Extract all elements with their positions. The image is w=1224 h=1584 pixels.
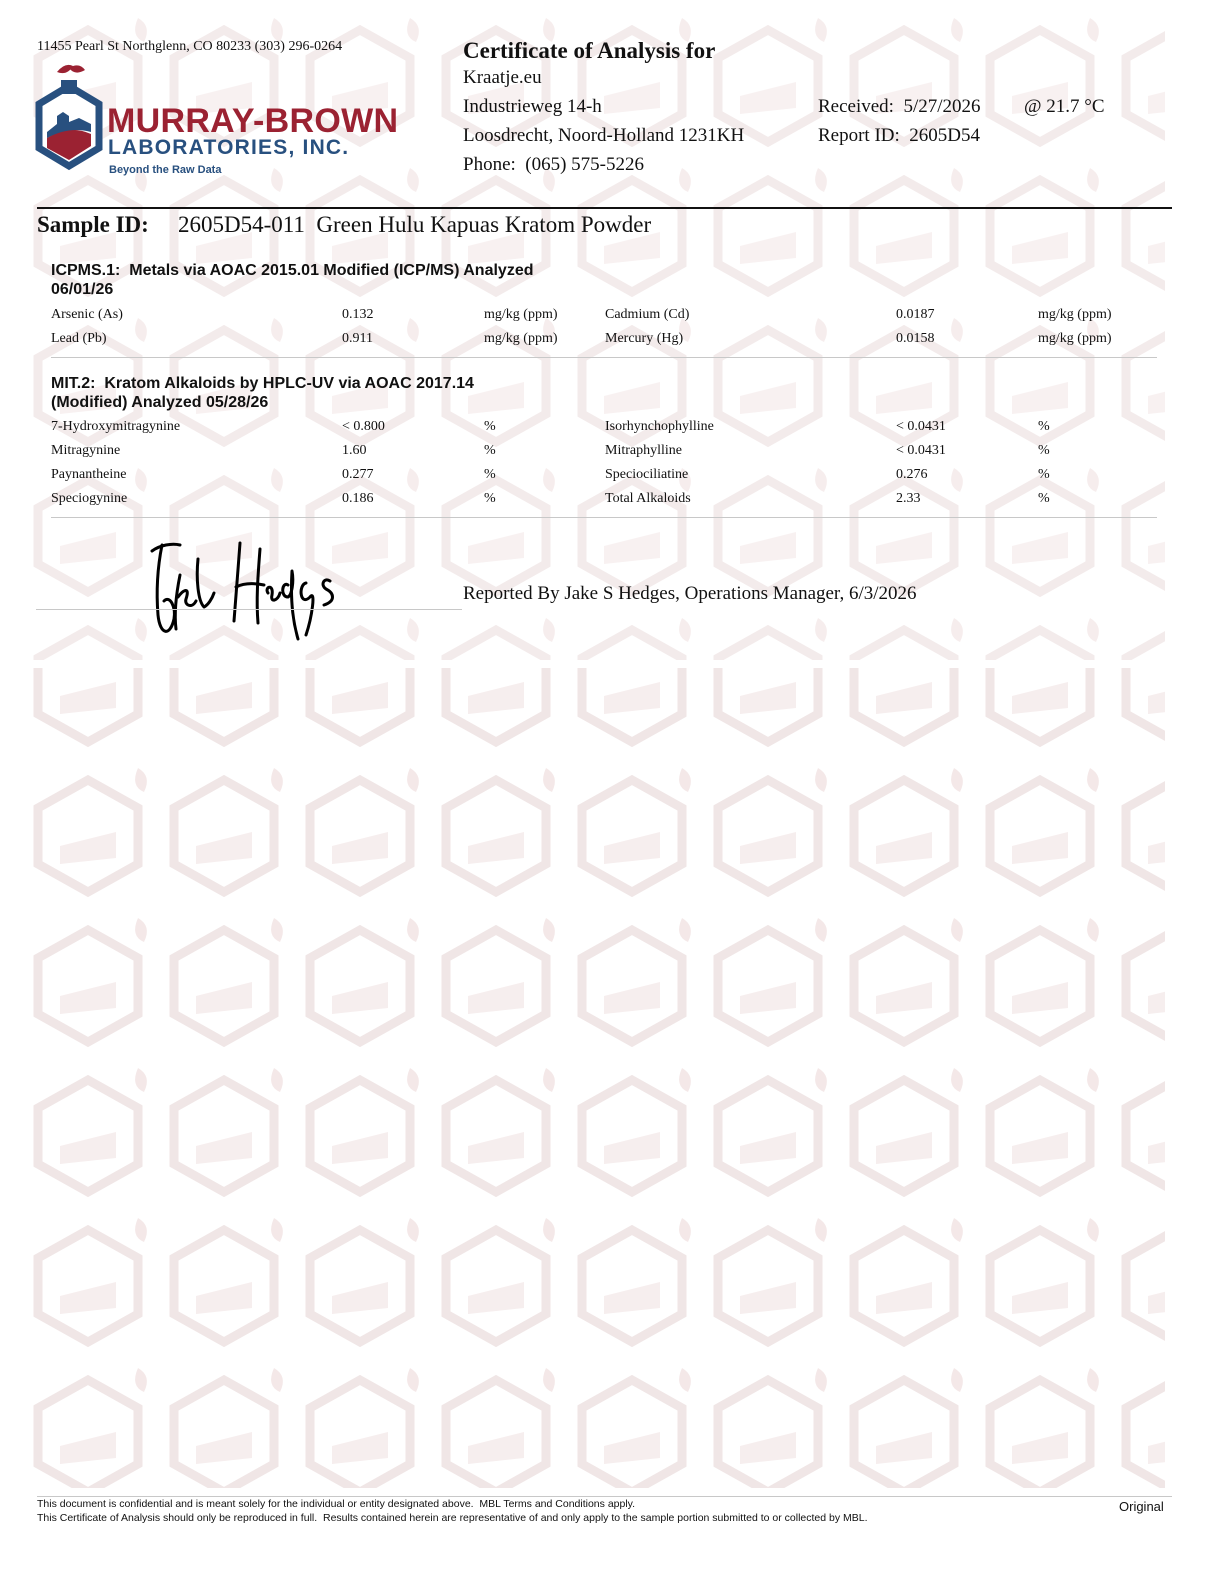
analyte-result: 2.33 bbox=[896, 491, 921, 506]
analyte-result: 0.0158 bbox=[896, 331, 935, 346]
footer-reproduction: This Certificate of Analysis should only be reproduced in full. Results contained herein are representative of and only apply to the sample portion submitted to or collected by MBL. bbox=[37, 1512, 868, 1524]
footer-divider bbox=[37, 1496, 1172, 1497]
analyte-name: Mitraphylline bbox=[605, 443, 682, 458]
analyte-name: Mitragynine bbox=[51, 443, 121, 458]
analyte-result: 0.0187 bbox=[896, 307, 935, 322]
analyte-unit: % bbox=[1038, 419, 1050, 434]
sample-id-value: 2605D54-011 Green Hulu Kapuas Kratom Powder bbox=[178, 212, 652, 237]
handwritten-signature bbox=[140, 535, 360, 647]
certificate-title: Certificate of Analysis for bbox=[463, 38, 716, 63]
logo-name-line1: MURRAY-BROWN bbox=[107, 102, 399, 140]
section-title-line: (Modified) Analyzed 05/28/26 bbox=[51, 394, 269, 411]
metals-section-title bbox=[51, 261, 611, 299]
analyte-name: Speciociliatine bbox=[605, 467, 689, 482]
header-divider bbox=[37, 207, 1172, 209]
alkaloids-section-title bbox=[51, 374, 611, 412]
analyte-result: 1.60 bbox=[342, 443, 367, 458]
section-divider bbox=[51, 357, 1157, 358]
client-street: Industrieweg 14-h bbox=[463, 96, 602, 117]
analyte-result: 0.186 bbox=[342, 491, 374, 506]
analyte-unit: % bbox=[1038, 467, 1050, 482]
section-title-line: ICPMS.1: Metals via AOAC 2015.01 Modified (ICP/MS) Analyzed bbox=[51, 262, 534, 279]
client-city: Loosdrecht, Noord-Holland 1231KH bbox=[463, 125, 745, 146]
lab-logo bbox=[33, 64, 398, 179]
reported-by: Reported By Jake S Hedges, Operations Manager, 6/3/2026 bbox=[463, 583, 917, 604]
lab-address: 11455 Pearl St Northglenn, CO 80233 (303) 296-0264 bbox=[37, 39, 343, 54]
analyte-result: < 0.800 bbox=[342, 419, 385, 434]
received-temperature: @ 21.7 °C bbox=[1024, 96, 1105, 117]
analyte-name: Total Alkaloids bbox=[605, 491, 691, 506]
section-title-line: 06/01/26 bbox=[51, 281, 114, 298]
logo-name-line2: LABORATORIES, INC. bbox=[108, 136, 350, 159]
signature-line bbox=[36, 609, 462, 610]
footer-confidential: This document is confidential and is meant solely for the individual or entity designated above. MBL Terms and Conditions apply. bbox=[37, 1498, 636, 1510]
analyte-name: 7-Hydroxymitragynine bbox=[51, 419, 181, 434]
flask-icon bbox=[33, 64, 105, 176]
analyte-unit: % bbox=[484, 443, 496, 458]
analyte-name: Cadmium (Cd) bbox=[605, 307, 690, 322]
analyte-result: < 0.0431 bbox=[896, 443, 946, 458]
analyte-result: 0.911 bbox=[342, 331, 373, 346]
analyte-name: Lead (Pb) bbox=[51, 331, 107, 346]
analyte-name: Mercury (Hg) bbox=[605, 331, 684, 346]
analyte-unit: mg/kg (ppm) bbox=[484, 307, 558, 322]
analyte-unit: % bbox=[484, 491, 496, 506]
client-name: Kraatje.eu bbox=[463, 67, 542, 88]
analyte-unit: mg/kg (ppm) bbox=[484, 331, 558, 346]
analyte-unit: % bbox=[484, 467, 496, 482]
analyte-name: Isorhynchophylline bbox=[605, 419, 714, 434]
analyte-result: < 0.0431 bbox=[896, 419, 946, 434]
section-divider bbox=[51, 517, 1157, 518]
report-id: Report ID: 2605D54 bbox=[818, 125, 981, 146]
analyte-unit: mg/kg (ppm) bbox=[1038, 331, 1112, 346]
logo-tagline: Beyond the Raw Data bbox=[109, 164, 222, 176]
analyte-name: Arsenic (As) bbox=[51, 307, 123, 322]
analyte-unit: % bbox=[484, 419, 496, 434]
analyte-result: 0.277 bbox=[342, 467, 374, 482]
section-title-line: MIT.2: Kratom Alkaloids by HPLC-UV via AOAC 2017.14 bbox=[51, 375, 474, 392]
received-date: Received: 5/27/2026 bbox=[818, 96, 981, 117]
copy-status: Original bbox=[1119, 1499, 1164, 1514]
analyte-unit: % bbox=[1038, 443, 1050, 458]
sample-id-label: Sample ID: bbox=[37, 212, 149, 237]
analyte-result: 0.132 bbox=[342, 307, 374, 322]
analyte-name: Paynantheine bbox=[51, 467, 127, 482]
analyte-unit: mg/kg (ppm) bbox=[1038, 307, 1112, 322]
client-phone: Phone: (065) 575-5226 bbox=[463, 154, 645, 175]
analyte-name: Speciogynine bbox=[51, 491, 128, 506]
analyte-result: 0.276 bbox=[896, 467, 928, 482]
analyte-unit: % bbox=[1038, 491, 1050, 506]
